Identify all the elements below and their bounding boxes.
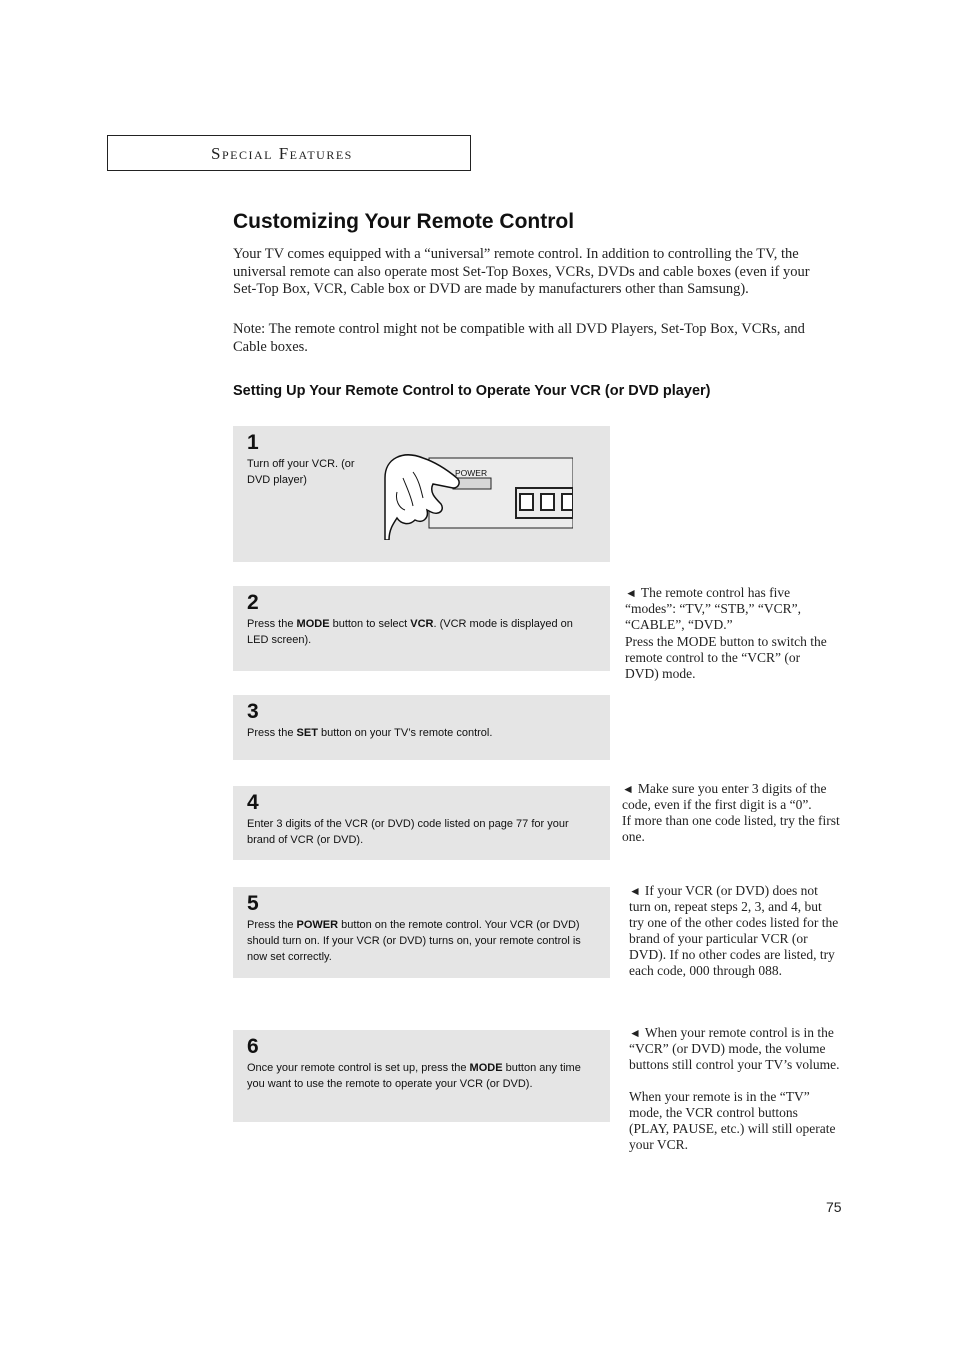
step-text: Press the MODE button to select VCR. (VCR mode is displayed on LED screen). (247, 618, 573, 646)
step-6-box (233, 1030, 610, 1122)
step-text: Press the POWER button on the remote control. Your VCR (or DVD) should turn on. If your VCR (or DVD) turns on, your remote control is now set correctly. (247, 919, 581, 963)
step-2-box (233, 586, 610, 671)
step-4-box (233, 786, 610, 860)
page-number: 75 (826, 1199, 842, 1215)
power-button-label: POWER (455, 468, 488, 478)
intro-paragraph-2: Note: The remote control might not be compatible with all DVD Players, Set-Top Box, VCRs, and Cable boxes. (233, 321, 805, 355)
step-text: Press the SET button on your TV’s remote control. (247, 727, 493, 739)
step-number: 1 (247, 431, 259, 454)
step-5-box (233, 887, 610, 978)
step-text: Once your remote control is set up, press the MODE button any time you want to use the remote to operate your VCR (or DVD). (247, 1062, 581, 1090)
step-number: 4 (247, 791, 259, 814)
pointer-arrow-icon: ◄ (629, 884, 641, 898)
step-number: 5 (247, 892, 259, 915)
note-step-4: ◄ Make sure you enter 3 digits of the code, even if the first digit is a “0”. If more than one code listed, try the first one. (622, 781, 840, 844)
step-text: Turn off your VCR. (or DVD player) (247, 458, 355, 486)
step-number: 6 (247, 1035, 259, 1058)
section-header-box (107, 135, 471, 171)
step-number: 2 (247, 591, 259, 614)
step-1-box (233, 426, 610, 562)
pointer-arrow-icon: ◄ (625, 586, 637, 600)
note-step-6: ◄ When your remote control is in the “VCR” (or DVD) mode, the volume buttons still control your TV’s volume. When your remote is in the “TV” mode, the VCR control buttons (PLAY, PAUSE, etc.) will still operate your VCR. (629, 1025, 840, 1152)
note-step-2: ◄ The remote control has five “modes”: “TV,” “STB,” “VCR”, “CABLE”, “DVD.” Press the MODE button to switch the remote control to the “VCR” (or DVD) mode. (625, 585, 827, 681)
step-text: Enter 3 digits of the VCR (or DVD) code listed on page 77 for your brand of VCR (or DVD). (247, 818, 569, 846)
step-3-box (233, 695, 610, 760)
hand-pressing-power-illustration (383, 448, 573, 540)
intro-paragraph-1: Your TV comes equipped with a “universal” remote control. In addition to controlling the TV, the universal remote can also operate most Set-Top Boxes, VCRs, DVDs and cable boxes (even if your Set-Top Box, VCR, Cable box or DVD are made by manufacturers other than Samsung). (233, 246, 810, 297)
note-step-5: ◄ If your VCR (or DVD) does not turn on, repeat steps 2, 3, and 4, but try one of the other codes listed for the brand of your particular VCR (or DVD). If no other codes are listed, try each code, 000 through 088. (629, 883, 839, 978)
step-number: 3 (247, 700, 259, 723)
pointer-arrow-icon: ◄ (629, 1026, 641, 1040)
sub-heading: Setting Up Your Remote Control to Operate Your VCR (or DVD player) (233, 383, 711, 399)
pointer-arrow-icon: ◄ (622, 782, 634, 796)
page-title: Customizing Your Remote Control (233, 210, 575, 233)
section-title: Special Features (211, 144, 353, 163)
